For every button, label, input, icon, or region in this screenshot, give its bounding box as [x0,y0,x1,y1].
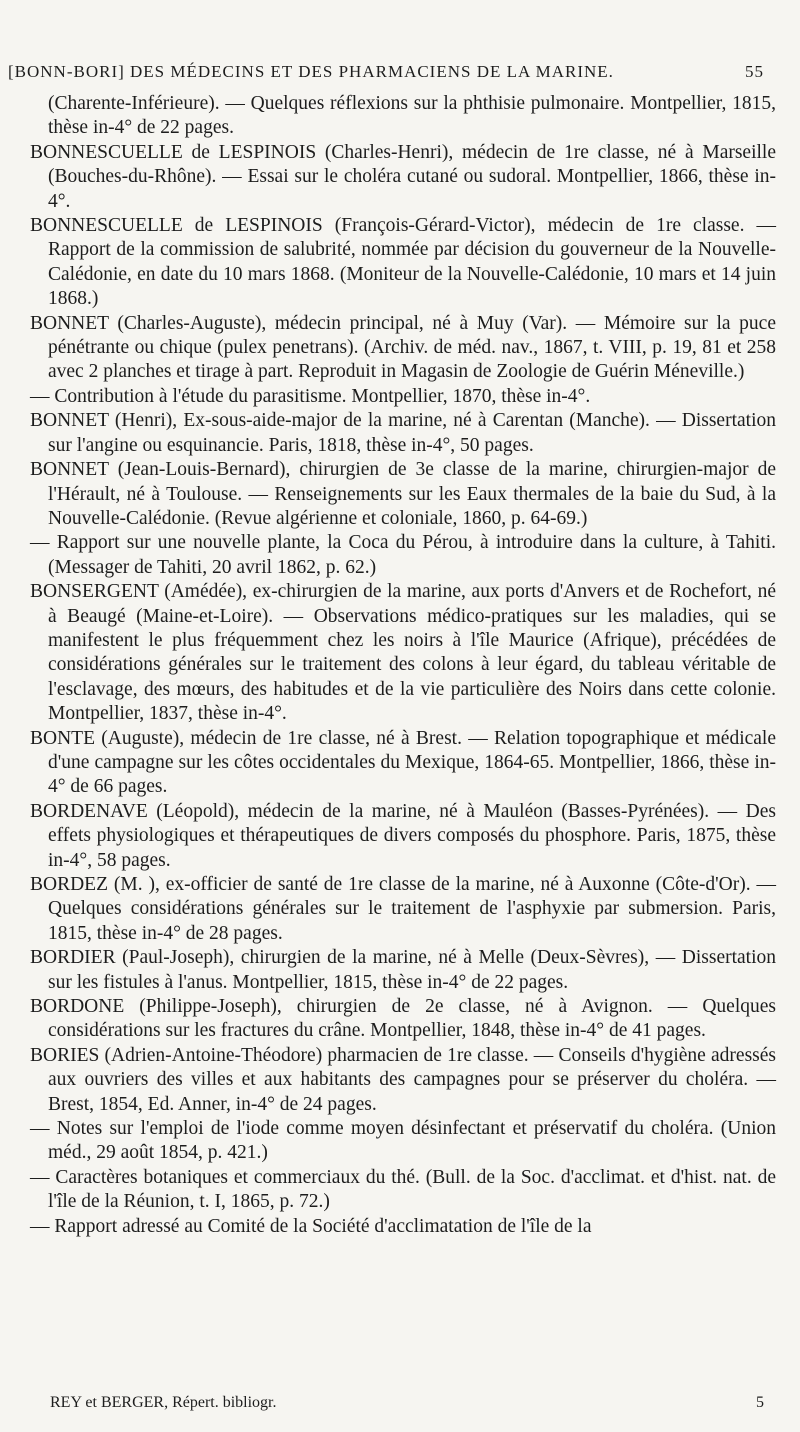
running-title: [BONN-BORI] DES MÉDECINS ET DES PHARMACIENS DE LA MARINE. [8,62,614,81]
page-number: 55 [745,62,764,81]
bibliography-entry: BONSERGENT (Amédée), ex-chirurgien de la marine, aux ports d'Anvers et de Rochefort, né à Beaugé (Maine-et-Loire). — Observations médico-pratiques sur les maladies, qui se manifestent le plus fréquemment chez les noirs à l'île Maurice (Afrique), précédées de considérations générales sur le traitement des colons à leur égard, du tableau véritable de l'esclavage, des mœurs, des habitudes et de la vie particulière des Noirs dans cette colonie. Montpellier, 1837, thèse in-4°. [30,581,776,725]
page-footer [50,1394,764,1412]
bibliography-entry: (Charente-Inférieure). — Quelques réflexions sur la phthisie pulmonaire. Montpellier, 1815, thèse in-4° de 22 pages. [48,93,776,139]
running-header [8,62,764,82]
bibliography-entry: BONNET (Charles-Auguste), médecin principal, né à Muy (Var). — Mémoire sur la puce pénétrante ou chique (pulex penetrans). (Archiv. de méd. nav., 1867, t. VIII, p. 19, 81 et 258 avec 2 planches et tirage à part. Reproduit in Magasin de Zoologie de Guérin Méneville.) [30,312,776,383]
bibliography-entry: BONNESCUELLE de LESPINOIS (Charles-Henri), médecin de 1re classe, né à Marseille (Bouches-du-Rhône). — Essai sur le choléra cutané ou sudoral. Montpellier, 1866, thèse in-4°. [30,141,776,212]
bibliography-entry: BORDEZ (M. ), ex-officier de santé de 1re classe de la marine, né à Auxonne (Côte-d'Or). — Quelques considérations générales sur le traitement de l'asphyxie par submersion. Paris, 1815, thèse in-4° de 28 pages. [30,874,776,944]
bibliography-entry: — Contribution à l'étude du parasitisme. Montpellier, 1870, thèse in-4°. [30,385,591,407]
bibliography-entry: BORDONE (Philippe-Joseph), chirurgien de 2e classe, né à Avignon. — Quelques considérations sur les fractures du crâne. Montpellier, 1848, thèse in-4° de 41 pages. [30,996,776,1042]
bibliography-body [30,92,776,1239]
bibliography-entry: BORIES (Adrien-Antoine-Théodore) pharmacien de 1re classe. — Conseils d'hygiène adressés aux ouvriers des villes et aux habitants des campagnes pour se préserver du choléra. — Brest, 1854, Ed. Anner, in-4° de 24 pages. [30,1044,776,1115]
bibliography-entry: BONTE (Auguste), médecin de 1re classe, né à Brest. — Relation topographique et médicale d'une campagne sur les côtes occidentales du Mexique, 1864-65. Montpellier, 1866, thèse in-4° de 66 pages. [30,727,776,798]
signature-number: 5 [756,1394,764,1411]
bibliography-entry: BONNET (Henri), Ex-sous-aide-major de la marine, né à Carentan (Manche). — Dissertation sur l'angine ou esquinancie. Paris, 1818, thèse in-4°, 50 pages. [30,410,776,456]
footer-signature: REY et BERGER, Répert. bibliogr. [50,1394,277,1411]
bibliography-entry: BORDIER (Paul-Joseph), chirurgien de la marine, né à Melle (Deux-Sèvres), — Dissertation sur les fistules à l'anus. Montpellier, 1815, thèse in-4° de 22 pages. [30,947,776,993]
bibliography-entry: — Notes sur l'emploi de l'iode comme moyen désinfectant et préservatif du choléra. (Union méd., 29 août 1854, p. 421.) [30,1118,776,1164]
bibliography-entry: — Rapport sur une nouvelle plante, la Coca du Pérou, à introduire dans la culture, à Tahiti. (Messager de Tahiti, 20 avril 1862, p. 62.) [30,532,776,578]
bibliography-entry: — Rapport adressé au Comité de la Société d'acclimatation de l'île de la [30,1215,592,1237]
bibliography-entry: BONNESCUELLE de LESPINOIS (François-Gérard-Victor), médecin de 1re classe. — Rapport de la commission de salubrité, nommée par décision du gouverneur de la Nouvelle-Calédonie, en date du 10 mars 1868. (Moniteur de la Nouvelle-Calédonie, 10 mars et 14 juin 1868.) [30,215,776,310]
bibliography-entry: — Caractères botaniques et commerciaux du thé. (Bull. de la Soc. d'acclimat. et d'hist. nat. de l'île de la Réunion, t. I, 1865, p. 72.) [30,1166,776,1213]
bibliography-entry: BORDENAVE (Léopold), médecin de la marine, né à Mauléon (Basses-Pyrénées). — Des effets physiologiques et thérapeutiques de divers composés du phosphore. Paris, 1875, thèse in-4°, 58 pages. [30,800,776,871]
bibliography-entry: BONNET (Jean-Louis-Bernard), chirurgien de 3e classe de la marine, chirurgien-major de l'Hérault, né à Toulouse. — Renseignements sur les Eaux thermales de la baie du Sud, à la Nouvelle-Calédonie. (Revue algérienne et coloniale, 1860, p. 64-69.) [30,459,776,529]
